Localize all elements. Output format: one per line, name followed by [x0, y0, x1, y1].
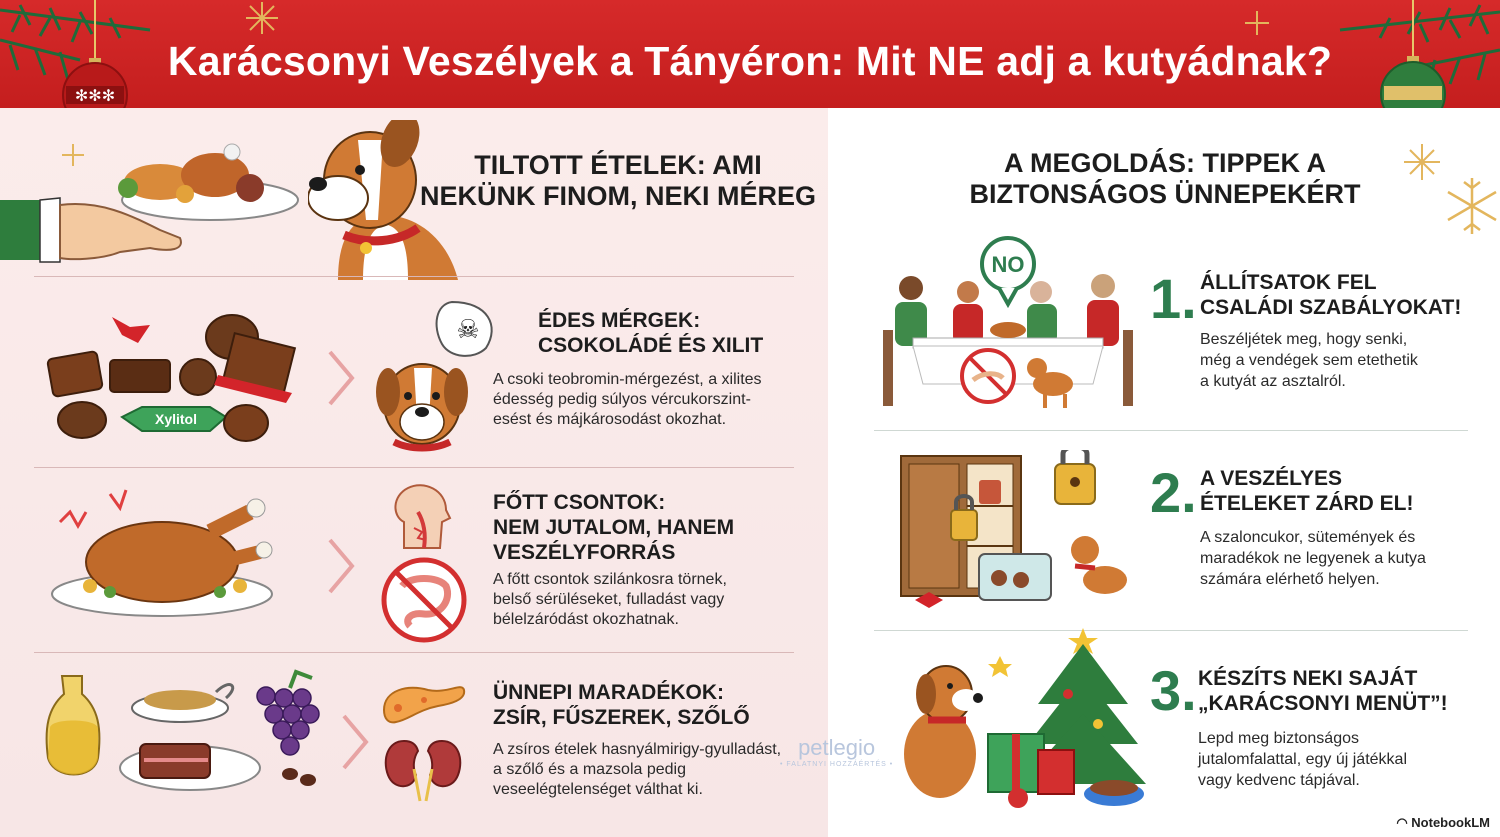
section-bones-title: [493, 490, 734, 565]
no-label: NO: [991, 252, 1025, 277]
roast-turkey-icon: [50, 482, 290, 622]
step-number: 1.: [1150, 267, 1197, 330]
body-line: édesség pedig súlyos vércukorszint-: [493, 391, 751, 408]
body-line: számára elérhető helyen.: [1200, 571, 1380, 588]
locked-cabinet-icon: [895, 450, 1145, 610]
pancreas-icon: [378, 670, 468, 730]
divider: [34, 652, 794, 653]
title-line: KÉSZÍTS NEKI SAJÁT: [1198, 667, 1418, 690]
body-line: Beszéljétek meg, hogy senki,: [1200, 331, 1408, 348]
brand-name: NotebookLM: [1411, 815, 1490, 830]
divider: [34, 276, 794, 277]
body-line: vagy kedvenc tápjával.: [1198, 772, 1360, 789]
page-title: Karácsonyi Veszélyek a Tányéron: Mit NE adj a kutyádnak?: [167, 38, 1333, 84]
divider: [874, 430, 1468, 431]
step-1-title: [1200, 270, 1461, 320]
title-line: A VESZÉLYES: [1200, 467, 1342, 490]
dog-christmas-tree-icon: [888, 624, 1148, 814]
title-line: VESZÉLYFORRÁS: [493, 541, 676, 564]
title-line: CSALÁDI SZABÁLYOKAT!: [1200, 296, 1462, 319]
chevron-right-icon: [340, 712, 370, 772]
heading-line-2: BIZTONSÁGOS ÜNNEPEKÉRT: [969, 179, 1361, 209]
step-number: 3.: [1150, 659, 1197, 722]
chocolate-candy-icon: [42, 305, 302, 455]
title-line: ÜNNEPI MARADÉKOK:: [493, 681, 724, 704]
divider: [34, 467, 794, 468]
title-line: FŐTT CSONTOK:: [493, 491, 666, 514]
title-line: NEM JUTALOM, HANEM: [493, 516, 735, 539]
heading-line-1: A MEGOLDÁS: TIPPEK A: [1003, 148, 1326, 178]
body-line: bélelzáródást okozhatnak.: [493, 611, 679, 628]
section-sweets-title: [538, 308, 763, 358]
sparkle-icon: [60, 142, 86, 168]
step-3-text: [1198, 728, 1407, 791]
snowflake-top-icon: [242, 0, 282, 40]
family-dinner-icon: [873, 234, 1143, 414]
heading-line-1: TILTOTT ÉTELEK: AMI: [474, 150, 762, 180]
body-line: még a vendégek sem etethetik: [1200, 352, 1418, 369]
footer-brand: [1396, 815, 1490, 831]
body-line: esést és májkárosodást okozhat.: [493, 411, 727, 428]
heading-line-2: NEKÜNK FINOM, NEKI MÉREG: [419, 181, 816, 211]
solutions-heading: [930, 148, 1400, 210]
body-line: A szaloncukor, sütemények és: [1200, 529, 1416, 546]
title-banner: [0, 0, 1500, 108]
xylitol-candy-label: Xylitol: [154, 411, 198, 427]
body-line: A csoki teobromin-mérgezést, a xilites: [493, 371, 762, 388]
brand-icon: ◠: [1396, 815, 1412, 830]
body-line: maradékok ne legyenek a kutya: [1200, 550, 1426, 567]
body-line: a szőlő és a mazsola pedig: [493, 761, 686, 778]
step-2-title: [1200, 466, 1414, 516]
step-number: 2.: [1150, 461, 1197, 524]
section-sweets-text: [493, 370, 762, 430]
throat-injury-icon: [384, 482, 464, 552]
title-line: ZSÍR, FŰSZEREK, SZŐLŐ: [493, 706, 750, 729]
body-line: A zsíros ételek hasnyálmirigy-gyulladást,: [493, 741, 782, 758]
watermark-name: petlegio: [798, 735, 876, 760]
title-line: „KARÁCSONYI MENÜT”!: [1198, 692, 1448, 715]
chevron-right-icon: [326, 536, 356, 596]
section-bones-text: [493, 570, 727, 630]
sick-dog-icon: [370, 296, 510, 456]
title-line: CSOKOLÁDÉ ÉS XILIT: [538, 334, 764, 357]
title-line: ÁLLÍTSATOK FEL: [1200, 271, 1377, 294]
watermark: [780, 735, 893, 768]
sparkle-icon: [1402, 142, 1442, 182]
body-line: A főtt csontok szilánkosra törnek,: [493, 571, 727, 588]
no-intestines-icon: [380, 556, 470, 646]
title-line: ÉDES MÉRGEK:: [538, 309, 701, 332]
sparkle-top-icon: [1242, 8, 1272, 38]
no-speech-bubble: [982, 238, 1034, 304]
step-3-title: [1198, 666, 1448, 716]
step-2-text: [1200, 527, 1426, 590]
section-leftovers-text: [493, 740, 781, 800]
body-line: jutalomfalattal, egy új játékkal: [1198, 751, 1407, 768]
chevron-right-icon: [326, 348, 356, 408]
kidneys-icon: [380, 735, 470, 805]
watermark-tagline: • FALATNYI HOZZÁÉRTÉS •: [780, 761, 894, 768]
section-leftovers-title: [493, 680, 750, 730]
body-line: a kutyát az asztalról.: [1200, 373, 1346, 390]
body-line: Lepd meg biztonságos: [1198, 730, 1359, 747]
title-line: ÉTELEKET ZÁRD EL!: [1200, 492, 1414, 515]
body-line: belső sérüléseket, fulladást vagy: [493, 591, 725, 608]
svg-text:✻✻✻: ✻✻✻: [74, 86, 116, 105]
body-line: veseelégtelenséget válthat ki.: [493, 781, 703, 798]
leftovers-icon: [40, 668, 330, 808]
svg-text:☠: ☠: [456, 315, 480, 345]
forbidden-foods-heading: [408, 150, 828, 212]
snowflake-icon: [1444, 176, 1500, 236]
plate-offering-icon: [0, 120, 310, 280]
step-1-text: [1200, 329, 1418, 392]
